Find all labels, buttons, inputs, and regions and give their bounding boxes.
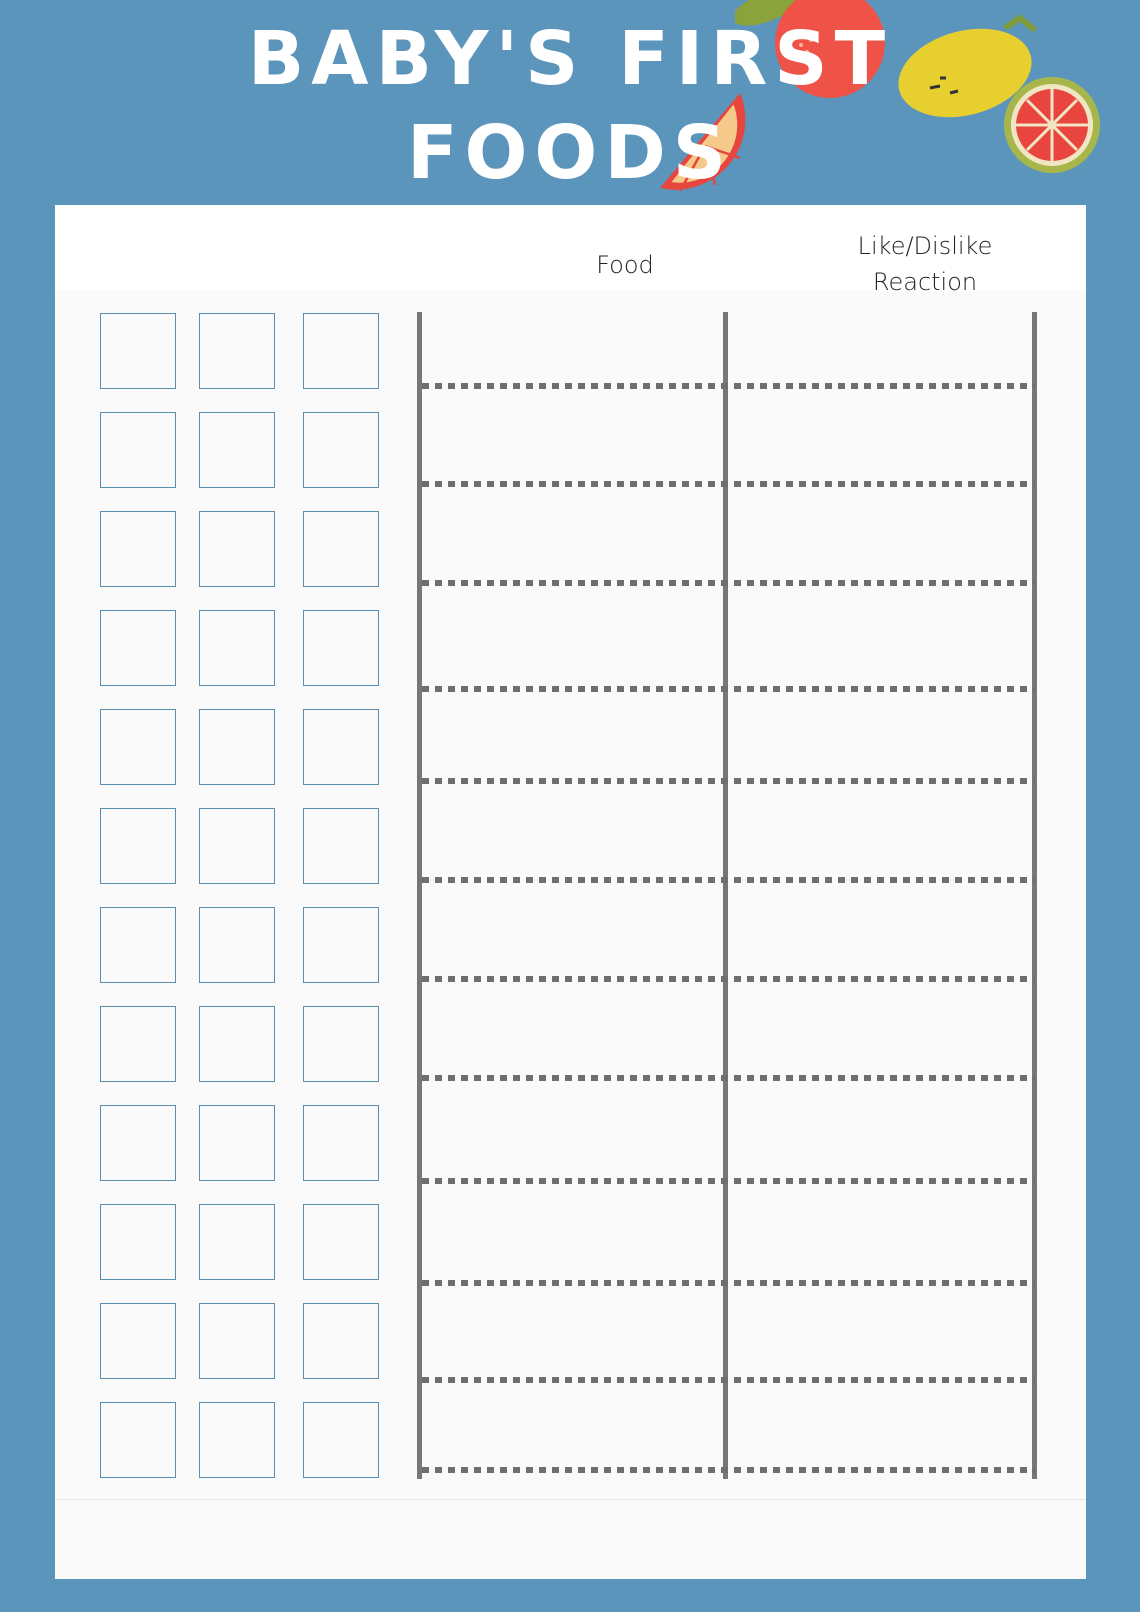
try-checkbox[interactable] xyxy=(199,1105,275,1181)
try-checkbox[interactable] xyxy=(199,1303,275,1379)
reaction-header-line2: Reaction xyxy=(872,268,978,296)
try-checkbox[interactable] xyxy=(303,1303,379,1379)
try-checkbox[interactable] xyxy=(303,412,379,488)
reaction-column-header xyxy=(775,228,1075,300)
try-checkbox[interactable] xyxy=(100,1105,176,1181)
reaction-header-line1: Like/Dislike xyxy=(857,232,993,260)
row-divider xyxy=(422,481,1035,487)
page-title: BABY'S FIRST FOODS xyxy=(247,16,893,196)
row-divider xyxy=(422,1467,1035,1473)
try-checkbox[interactable] xyxy=(199,1204,275,1280)
try-checkbox[interactable] xyxy=(303,1402,379,1478)
try-checkbox[interactable] xyxy=(100,610,176,686)
try-checkbox[interactable] xyxy=(199,610,275,686)
try-checkbox[interactable] xyxy=(100,1303,176,1379)
row-divider xyxy=(422,686,1035,692)
try-checkbox[interactable] xyxy=(100,907,176,983)
row-divider xyxy=(422,1075,1035,1081)
try-checkbox[interactable] xyxy=(303,313,379,389)
try-checkbox[interactable] xyxy=(303,1105,379,1181)
try-checkbox[interactable] xyxy=(303,1006,379,1082)
footer-divider xyxy=(55,1499,1086,1500)
row-divider xyxy=(422,580,1035,586)
try-checkbox[interactable] xyxy=(199,313,275,389)
grapefruit-slice-icon xyxy=(1000,75,1104,175)
try-checkbox[interactable] xyxy=(199,709,275,785)
try-checkbox[interactable] xyxy=(303,808,379,884)
table-left-border xyxy=(417,312,422,1479)
try-checkbox[interactable] xyxy=(199,907,275,983)
row-divider xyxy=(422,778,1035,784)
row-divider xyxy=(422,877,1035,883)
try-checkbox[interactable] xyxy=(199,412,275,488)
try-checkbox[interactable] xyxy=(303,907,379,983)
try-checkbox[interactable] xyxy=(303,709,379,785)
try-checkbox[interactable] xyxy=(303,511,379,587)
food-log-sheet xyxy=(55,205,1086,1579)
try-checkbox[interactable] xyxy=(100,511,176,587)
try-checkbox[interactable] xyxy=(199,1006,275,1082)
table-right-border xyxy=(1032,312,1037,1479)
row-divider xyxy=(422,1280,1035,1286)
food-column-header: Food xyxy=(596,251,654,279)
try-checkbox[interactable] xyxy=(100,313,176,389)
try-checkbox[interactable] xyxy=(100,808,176,884)
try-checkbox[interactable] xyxy=(100,1402,176,1478)
try-checkbox[interactable] xyxy=(100,1006,176,1082)
try-checkbox[interactable] xyxy=(199,1402,275,1478)
try-checkbox[interactable] xyxy=(199,808,275,884)
row-divider xyxy=(422,1377,1035,1383)
try-checkbox[interactable] xyxy=(100,1204,176,1280)
row-divider xyxy=(422,383,1035,389)
column-divider xyxy=(723,312,728,1479)
try-checkbox[interactable] xyxy=(199,511,275,587)
try-checkbox[interactable] xyxy=(303,1204,379,1280)
try-checkbox[interactable] xyxy=(100,709,176,785)
try-checkbox[interactable] xyxy=(303,610,379,686)
try-checkbox[interactable] xyxy=(100,412,176,488)
row-divider xyxy=(422,1178,1035,1184)
row-divider xyxy=(422,976,1035,982)
